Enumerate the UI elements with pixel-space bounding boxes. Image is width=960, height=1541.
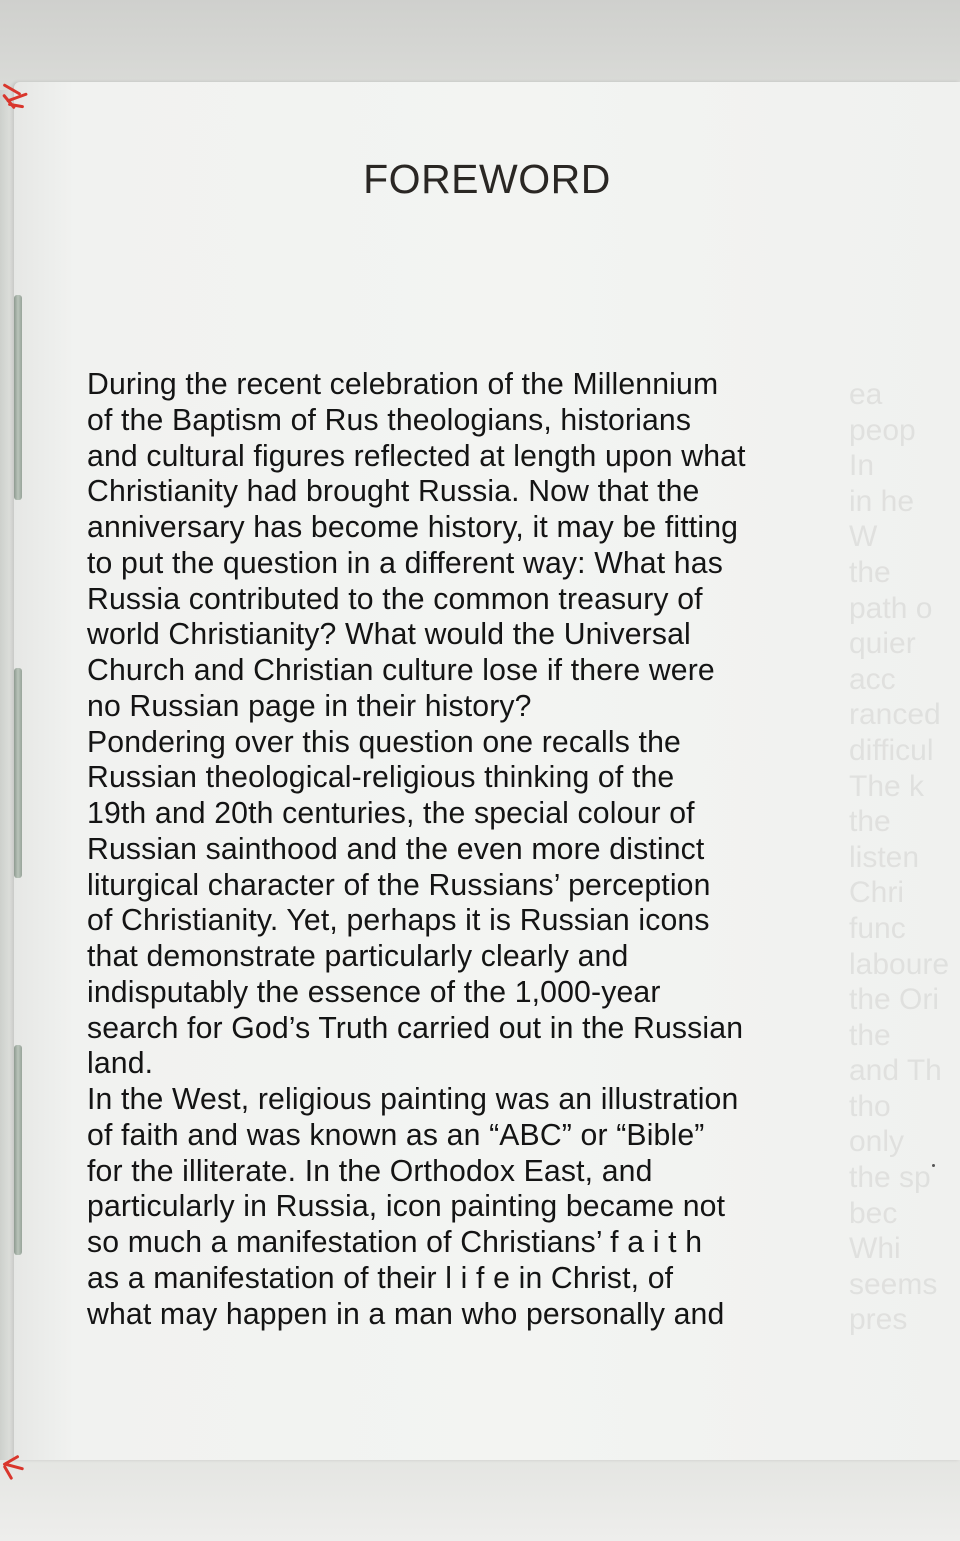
text-line: anniversary has become history, it may be fitting <box>87 511 739 544</box>
foreword-body <box>87 367 947 1332</box>
text-line: so much a manifestation of Christians’ f a i t h <box>87 1226 703 1259</box>
show-through-text: ea peop In in he W the path o quier acc ranced difficul The k the listen Chri func laboure the Ori the and Th tho only the sp bec Whi seems pres <box>849 378 950 1337</box>
binding-stitch <box>14 1045 22 1255</box>
red-thread-top <box>0 82 30 116</box>
text-line: 19th and 20th centuries, the special colour of <box>87 797 695 830</box>
background-bottom <box>0 1450 960 1541</box>
text-line: Pondering over this question one recalls the <box>87 725 681 759</box>
text-line: that demonstrate particularly clearly and <box>87 940 629 973</box>
background-top <box>0 0 960 90</box>
text-line: and cultural figures reflected at length upon what <box>87 439 746 473</box>
page-title: FOREWORD <box>363 156 611 202</box>
page-speck <box>932 1164 935 1167</box>
text-line: to put the question in a different way: What has <box>87 546 723 580</box>
text-line: no Russian page in their history? <box>87 689 532 723</box>
text-line: In the West, religious painting was an illustration <box>87 1083 739 1116</box>
text-line: indisputably the essence of the 1,000-year <box>87 975 661 1009</box>
text-line: particularly in Russia, icon painting became not <box>87 1190 726 1224</box>
text-line: Christianity had brought Russia. Now that the <box>87 475 700 509</box>
previous-page-edge <box>0 90 14 1460</box>
text-line: of Christianity. Yet, perhaps it is Russian icons <box>87 904 710 938</box>
text-line: Russia contributed to the common treasury of <box>87 582 703 616</box>
text-line: as a manifestation of their l i f e in Christ, of <box>87 1261 674 1295</box>
book-page <box>14 82 960 1460</box>
text-line: search for God’s Truth carried out in the Russian <box>87 1011 744 1045</box>
text-line: what may happen in a man who personally and <box>87 1297 725 1331</box>
text-line: Russian sainthood and the even more distinct <box>87 832 705 866</box>
text-line: world Christianity? What would the Universal <box>87 618 691 652</box>
text-line: for the illiterate. In the Orthodox East, and <box>87 1154 653 1188</box>
red-thread-bottom <box>0 1455 30 1489</box>
text-line: of the Baptism of Rus theologians, historians <box>87 403 692 437</box>
text-line: During the recent celebration of the Millennium <box>87 368 719 401</box>
text-line: Russian theological-religious thinking of the <box>87 761 675 795</box>
text-line: liturgical character of the Russians’ perception <box>87 868 711 902</box>
text-line: of faith and was known as an “ABC” or “Bible” <box>87 1118 705 1152</box>
text-line: land. <box>87 1047 154 1081</box>
binding-stitch <box>14 668 22 878</box>
text-line: Church and Christian culture lose if there were <box>87 654 715 687</box>
binding-stitch <box>14 295 22 500</box>
